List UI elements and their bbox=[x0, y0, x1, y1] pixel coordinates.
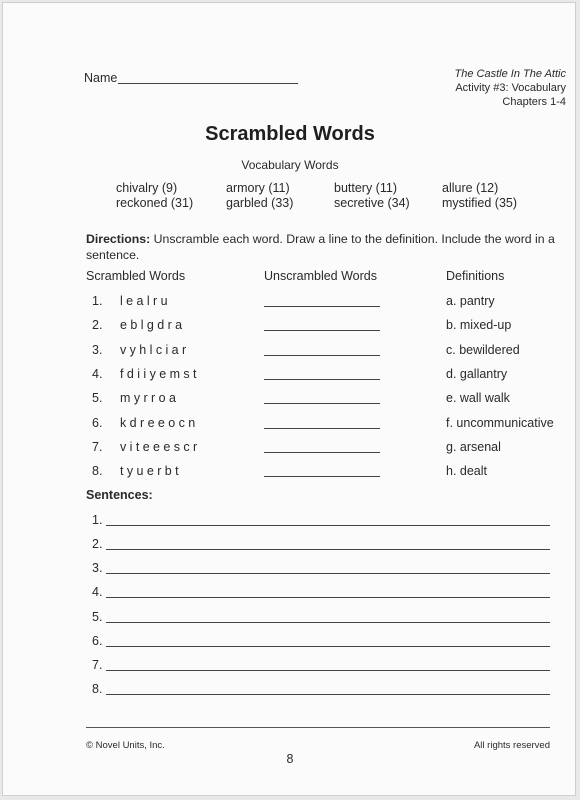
directions-label: Directions: bbox=[86, 232, 151, 246]
vocab-word: secretive (34) bbox=[334, 196, 410, 210]
book-title: The Castle In The Attic bbox=[454, 68, 566, 80]
vocab-word: reckoned (31) bbox=[116, 196, 194, 210]
unscrambled-answer-line[interactable] bbox=[264, 330, 380, 331]
definition: b. mixed-up bbox=[446, 318, 512, 332]
directions bbox=[86, 231, 560, 263]
sentences-heading: Sentences: bbox=[86, 488, 153, 502]
activity-label: Activity #3: Vocabulary bbox=[455, 82, 566, 94]
unscrambled-answer-line[interactable] bbox=[264, 452, 380, 453]
item-number: 4. bbox=[92, 367, 103, 381]
vocab-word: armory (11) bbox=[226, 181, 290, 195]
sentence-line[interactable] bbox=[106, 646, 550, 647]
item-number: 6. bbox=[92, 416, 103, 430]
sentence-line[interactable] bbox=[106, 694, 550, 695]
unscrambled-answer-line[interactable] bbox=[264, 379, 380, 380]
directions-text: Unscramble each word. Draw a line to the definition. Include the word in a sentence. bbox=[86, 232, 555, 262]
definition: a. pantry bbox=[446, 294, 495, 308]
vocab-word: mystified (35) bbox=[442, 196, 518, 210]
sentence-number: 8. bbox=[92, 682, 103, 696]
page-title: Scrambled Words bbox=[205, 123, 375, 145]
column-header-unscrambled: Unscrambled Words bbox=[264, 269, 378, 283]
sentence-number: 6. bbox=[92, 634, 103, 648]
sentence-line[interactable] bbox=[106, 549, 550, 550]
definition: f. uncommunicative bbox=[446, 416, 554, 430]
item-number: 3. bbox=[92, 343, 103, 357]
definition: h. dealt bbox=[446, 464, 488, 478]
scrambled-word: tyuerbt bbox=[120, 464, 183, 478]
chapters-label: Chapters 1-4 bbox=[502, 96, 566, 108]
rights-notice: All rights reserved bbox=[473, 740, 550, 751]
item-number: 7. bbox=[92, 440, 103, 454]
name-label: Name bbox=[84, 71, 118, 85]
sentence-line[interactable] bbox=[106, 670, 550, 671]
footer-divider bbox=[86, 727, 550, 728]
sentence-line[interactable] bbox=[106, 525, 550, 526]
sentence-number: 3. bbox=[92, 561, 103, 575]
column-header-scrambled: Scrambled Words bbox=[86, 269, 186, 283]
sentence-number: 4. bbox=[92, 585, 103, 599]
copyright-notice: © Novel Units, Inc. bbox=[86, 740, 165, 751]
item-number: 8. bbox=[92, 464, 103, 478]
unscrambled-answer-line[interactable] bbox=[264, 428, 380, 429]
sentence-number: 1. bbox=[92, 513, 103, 527]
scrambled-word: myrroa bbox=[120, 391, 180, 405]
item-number: 5. bbox=[92, 391, 103, 405]
vocab-word: allure (12) bbox=[442, 181, 499, 195]
item-number: 1. bbox=[92, 294, 103, 308]
scrambled-word: vyhlciar bbox=[120, 343, 190, 357]
scrambled-word: lealru bbox=[120, 294, 171, 308]
unscrambled-answer-line[interactable] bbox=[264, 355, 380, 356]
sentence-line[interactable] bbox=[106, 622, 550, 623]
sentence-line[interactable] bbox=[106, 573, 550, 574]
unscrambled-answer-line[interactable] bbox=[264, 403, 380, 404]
book-info bbox=[455, 67, 566, 109]
sentence-number: 7. bbox=[92, 658, 103, 672]
sentence-line[interactable] bbox=[106, 597, 550, 598]
sentence-number: 2. bbox=[92, 537, 103, 551]
page-number: 8 bbox=[286, 752, 294, 766]
vocabulary-heading: Vocabulary Words bbox=[241, 158, 339, 172]
definition: c. bewildered bbox=[446, 343, 520, 357]
name-field[interactable] bbox=[118, 83, 298, 84]
item-number: 2. bbox=[92, 318, 103, 332]
vocab-word: garbled (33) bbox=[226, 196, 294, 210]
scrambled-word: eblgdra bbox=[120, 318, 186, 332]
sentence-number: 5. bbox=[92, 610, 103, 624]
scrambled-word: fdiiyemst bbox=[120, 367, 200, 381]
unscrambled-answer-line[interactable] bbox=[264, 306, 380, 307]
definition: e. wall walk bbox=[446, 391, 510, 405]
unscrambled-answer-line[interactable] bbox=[264, 476, 380, 477]
column-header-definitions: Definitions bbox=[446, 269, 505, 283]
vocab-word: chivalry (9) bbox=[116, 181, 178, 195]
definition: g. arsenal bbox=[446, 440, 501, 454]
scrambled-word: kdreeocn bbox=[120, 416, 199, 430]
definition: d. gallantry bbox=[446, 367, 508, 381]
scrambled-word: viteeescr bbox=[120, 440, 201, 454]
vocab-word: buttery (11) bbox=[334, 181, 397, 195]
